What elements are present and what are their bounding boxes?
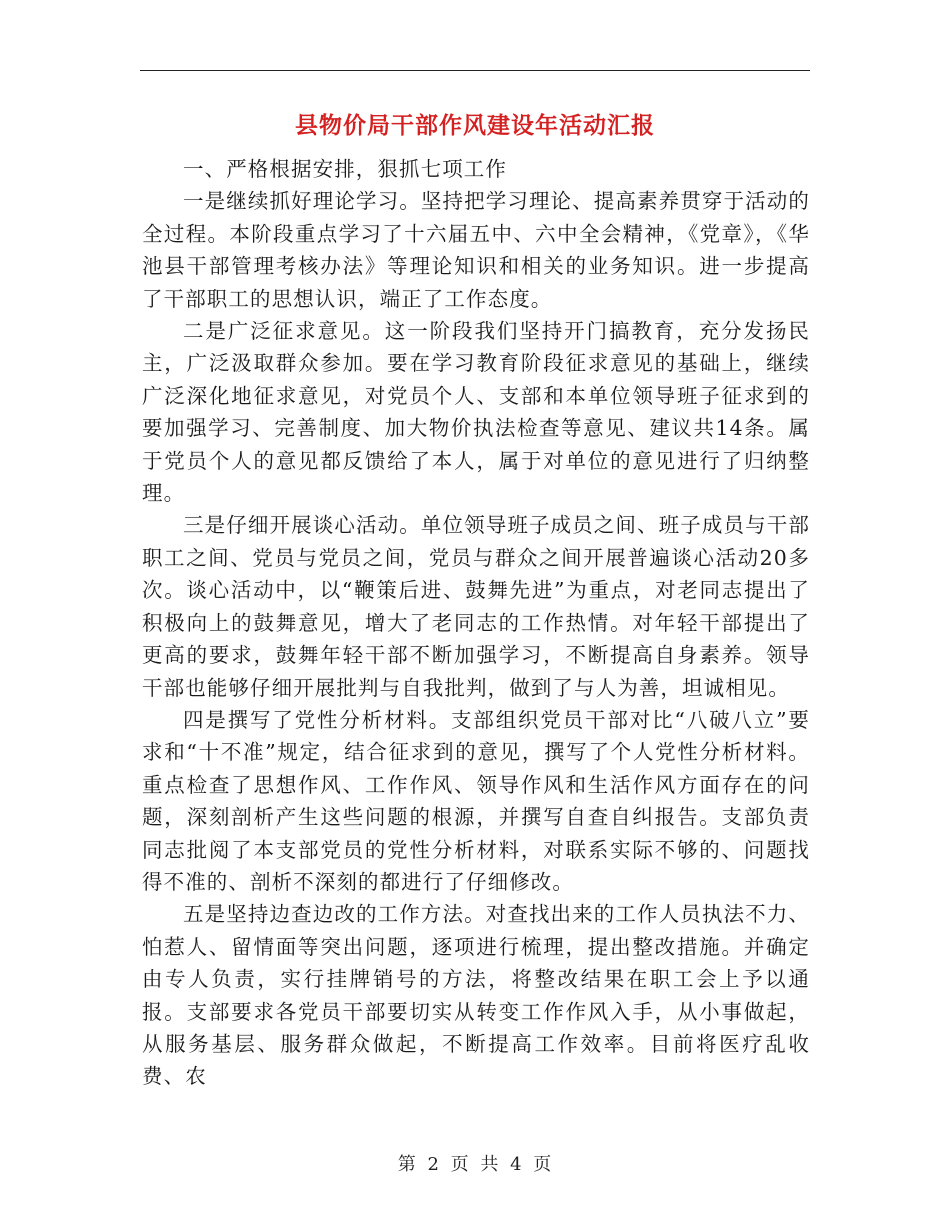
paragraph-4: 四是撰写了党性分析材料。支部组织党员干部对比“八破八立”要求和“十不准”规定，结合征求到的意见，撰写了个人党性分析材料。重点检查了思想作风、工作作风、领导作风和生活作风方面存在的问题，深刻剖析产生这些问题的根源，并撰写自查自纠报告。支部负责同志批阅了本支部党员的党性分析材料，对联系实际不够的、问题找得不准的、剖析不深刻的都进行了仔细修改。: [142, 707, 810, 894]
footer-page-number: 2: [427, 1154, 440, 1175]
section-heading: 一、严格根据安排，狠抓七项工作: [183, 157, 507, 181]
header-rule: [140, 70, 810, 71]
paragraph-2: 二是广泛征求意见。这一阶段我们坚持开门搞教育，充分发扬民主，广泛汲取群众参加。要在学习教育阶段征求意见的基础上，继续广泛深化地征求意见，对党员个人、支部和本单位领导班子征求到的要加强学习、完善制度、加大物价执法检查等意见、建议共14条。属于党员个人的意见都反馈给了本人，属于对单位的意见进行了归纳整理。: [142, 319, 810, 506]
footer-total-word: 共: [480, 1154, 500, 1175]
page-footer: [0, 1152, 950, 1178]
footer-total-pages: 4: [510, 1154, 523, 1175]
footer-page-word: 页: [450, 1154, 470, 1175]
paragraph-5: 五是坚持边查边改的工作方法。对查找出来的工作人员执法不力、怕惹人、留情面等突出问题，逐项进行梳理，提出整改措施。并确定由专人负责，实行挂牌销号的方法，将整改结果在职工会上予以通报。支部要求各党员干部要切实从转变工作作风入手，从小事做起，从服务基层、服务群众做起，不断提高工作效率。目前将医疗乱收费、农: [142, 902, 810, 1089]
footer-suffix: 页: [533, 1154, 553, 1175]
document-body: [142, 153, 810, 1093]
footer-prefix: 第: [397, 1154, 417, 1175]
document-title: 县物价局干部作风建设年活动汇报: [295, 112, 655, 139]
paragraph-3: 三是仔细开展谈心活动。单位领导班子成员之间、班子成员与干部职工之间、党员与党员之间，党员与群众之间开展普遍谈心活动20多次。谈心活动中，以“鞭策后进、鼓舞先进”为重点，对老同志提出了积极向上的鼓舞意见，增大了老同志的工作热情。对年轻干部提出了更高的要求，鼓舞年轻干部不断加强学习，不断提高自身素养。领导干部也能够仔细开展批判与自我批判，做到了与人为善，坦诚相见。: [142, 513, 810, 700]
paragraph-1: 一是继续抓好理论学习。坚持把学习理论、提高素养贯穿于活动的全过程。本阶段重点学习了十六届五中、六中全会精神，《党章》，《华池县干部管理考核办法》等理论知识和相关的业务知识。进一步提高了干部职工的思想认识，端正了工作态度。: [142, 189, 810, 311]
